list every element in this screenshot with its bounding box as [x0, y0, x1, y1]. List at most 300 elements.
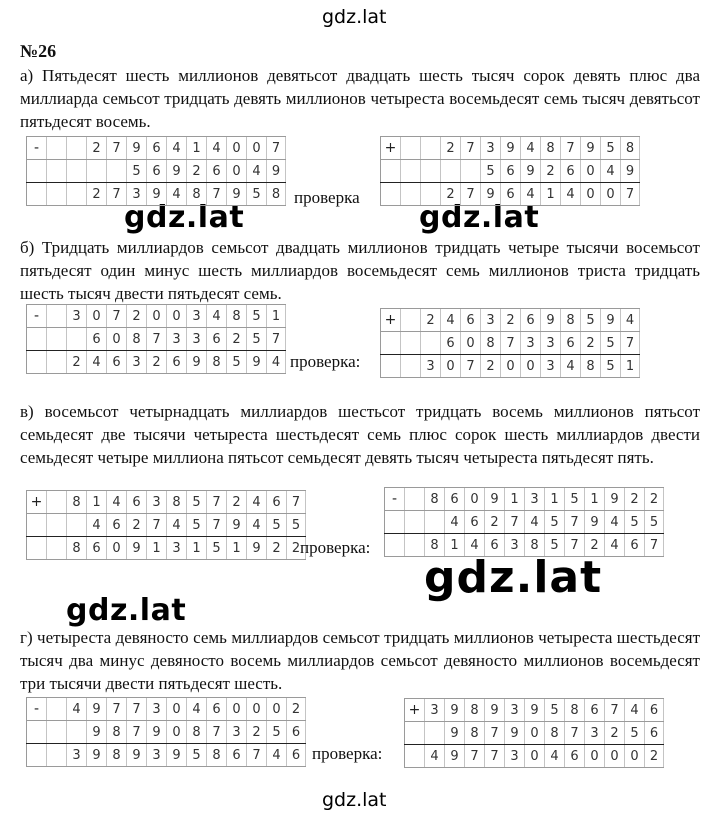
check-label: проверка	[294, 188, 360, 207]
digit-cell: 8	[186, 183, 206, 205]
empty-cell	[46, 514, 66, 536]
digit-cell: 6	[520, 309, 540, 331]
digit-cell: 6	[460, 309, 480, 331]
digit-cell: 6	[206, 160, 226, 182]
digit-cell: 7	[564, 511, 584, 533]
digit-cell: 6	[266, 491, 286, 513]
digit-cell: 2	[644, 745, 664, 767]
digit-cell: 2	[286, 537, 306, 559]
empty-cell	[400, 137, 420, 159]
digit-cell: 1	[504, 488, 524, 510]
digit-cell: 0	[146, 305, 166, 327]
digit-cell: 5	[544, 534, 564, 556]
empty-cell	[66, 721, 86, 743]
digit-cell: 7	[504, 511, 524, 533]
digit-cell: 3	[146, 698, 166, 720]
empty-cell	[404, 745, 424, 767]
digit-cell: 7	[146, 328, 166, 350]
arithmetic-row	[26, 159, 286, 182]
digit-cell: 0	[460, 332, 480, 354]
digit-cell: 0	[440, 355, 460, 377]
empty-cell	[384, 534, 404, 556]
empty-cell	[380, 332, 400, 354]
digit-cell: 0	[106, 328, 126, 350]
check-label: проверка:	[312, 744, 383, 763]
digit-cell: 4	[424, 745, 444, 767]
digit-cell: 8	[540, 137, 560, 159]
digit-cell: 6	[644, 699, 664, 721]
digit-cell: 3	[504, 534, 524, 556]
digit-cell: 8	[226, 305, 246, 327]
digit-cell: 0	[500, 355, 520, 377]
digit-cell: 7	[484, 722, 504, 744]
empty-cell	[46, 160, 66, 182]
arithmetic-row	[380, 354, 640, 378]
digit-cell: 4	[600, 160, 620, 182]
digit-cell: 2	[86, 137, 106, 159]
digit-cell: 7	[106, 137, 126, 159]
digit-cell: 4	[166, 183, 186, 205]
digit-cell: 9	[146, 183, 166, 205]
digit-cell: 3	[424, 699, 444, 721]
digit-cell: 7	[126, 698, 146, 720]
digit-cell: 5	[206, 537, 226, 559]
watermark: gdz.lat	[66, 593, 187, 628]
digit-cell: 6	[166, 351, 186, 373]
empty-cell	[404, 722, 424, 744]
digit-cell: 9	[126, 137, 146, 159]
digit-cell: 6	[86, 328, 106, 350]
digit-cell: 7	[146, 514, 166, 536]
digit-cell: 7	[484, 745, 504, 767]
digit-cell: 3	[540, 332, 560, 354]
digit-cell: 3	[126, 351, 146, 373]
digit-cell: 5	[564, 488, 584, 510]
arithmetic-c-right	[384, 487, 664, 557]
digit-cell: 3	[186, 305, 206, 327]
digit-cell: 5	[600, 332, 620, 354]
check-label: проверка:	[290, 352, 361, 371]
digit-cell: 8	[166, 491, 186, 513]
digit-cell: 4	[524, 511, 544, 533]
arithmetic-row	[384, 510, 664, 533]
digit-cell: 6	[444, 488, 464, 510]
digit-cell: 4	[246, 160, 266, 182]
digit-cell: 2	[440, 183, 460, 205]
digit-cell: 8	[186, 721, 206, 743]
digit-cell: 5	[266, 514, 286, 536]
digit-cell: 8	[464, 699, 484, 721]
digit-cell: 5	[266, 721, 286, 743]
arithmetic-row	[380, 331, 640, 354]
digit-cell: 3	[480, 309, 500, 331]
digit-cell: 9	[584, 511, 604, 533]
digit-cell: 0	[246, 137, 266, 159]
digit-cell: 5	[544, 699, 564, 721]
digit-cell: 9	[126, 744, 146, 766]
arithmetic-row	[26, 743, 306, 767]
digit-cell: 9	[620, 160, 640, 182]
digit-cell: 9	[226, 183, 246, 205]
digit-cell: 5	[644, 511, 664, 533]
empty-cell	[46, 698, 66, 720]
digit-cell: 5	[246, 328, 266, 350]
empty-cell	[460, 160, 480, 182]
digit-cell: 1	[186, 137, 206, 159]
digit-cell: 5	[544, 511, 564, 533]
digit-cell: 7	[206, 721, 226, 743]
digit-cell: 3	[226, 721, 246, 743]
empty-cell	[66, 514, 86, 536]
empty-cell	[26, 160, 46, 182]
digit-cell: 4	[66, 698, 86, 720]
digit-cell: 7	[620, 183, 640, 205]
empty-cell	[46, 351, 66, 373]
watermark-top: gdz.lat	[322, 6, 387, 28]
operator-sign: -	[26, 137, 46, 159]
digit-cell: 9	[484, 699, 504, 721]
digit-cell: 3	[504, 699, 524, 721]
digit-cell: 4	[246, 514, 266, 536]
digit-cell: 3	[166, 328, 186, 350]
digit-cell: 9	[604, 488, 624, 510]
digit-cell: 4	[560, 355, 580, 377]
digit-cell: 3	[584, 722, 604, 744]
digit-cell: 2	[584, 534, 604, 556]
problem-a-text: а) Пятьдесят шесть миллионов девятьсот двадцать шесть тысяч сорок девять плюс два миллиарда семьсот тридцать девять миллионов четыреста восемьдесят семь тысяч девятьсот пятьдесят восемь.	[20, 66, 700, 131]
digit-cell: 3	[420, 355, 440, 377]
digit-cell: 7	[460, 183, 480, 205]
digit-cell: 0	[226, 698, 246, 720]
digit-cell: 9	[580, 137, 600, 159]
digit-cell: 7	[286, 491, 306, 513]
digit-cell: 4	[266, 351, 286, 373]
arithmetic-row	[384, 487, 664, 510]
check-label: проверка:	[300, 538, 371, 557]
digit-cell: 6	[86, 537, 106, 559]
digit-cell: 4	[166, 514, 186, 536]
digit-cell: 7	[500, 332, 520, 354]
digit-cell: 0	[604, 745, 624, 767]
digit-cell: 1	[146, 537, 166, 559]
digit-cell: 0	[246, 698, 266, 720]
digit-cell: 9	[500, 137, 520, 159]
arithmetic-row	[404, 721, 664, 744]
digit-cell: 8	[580, 355, 600, 377]
digit-cell: 9	[126, 537, 146, 559]
empty-cell	[420, 332, 440, 354]
empty-cell	[26, 183, 46, 205]
digit-cell: 8	[206, 351, 226, 373]
empty-cell	[46, 537, 66, 559]
digit-cell: 7	[206, 491, 226, 513]
digit-cell: 5	[186, 744, 206, 766]
empty-cell	[380, 160, 400, 182]
digit-cell: 4	[246, 491, 266, 513]
empty-cell	[26, 744, 46, 766]
digit-cell: 6	[484, 534, 504, 556]
digit-cell: 8	[206, 744, 226, 766]
empty-cell	[404, 511, 424, 533]
digit-cell: 0	[266, 698, 286, 720]
empty-cell	[384, 511, 404, 533]
digit-cell: 9	[146, 721, 166, 743]
digit-cell: 9	[444, 722, 464, 744]
digit-cell: 4	[520, 183, 540, 205]
watermark-bottom: gdz.lat	[322, 789, 387, 811]
digit-cell: 1	[620, 355, 640, 377]
empty-cell	[66, 183, 86, 205]
digit-cell: 7	[564, 722, 584, 744]
digit-cell: 4	[186, 698, 206, 720]
empty-cell	[66, 328, 86, 350]
digit-cell: 0	[520, 355, 540, 377]
digit-cell: 6	[146, 137, 166, 159]
digit-cell: 0	[166, 305, 186, 327]
digit-cell: 0	[226, 160, 246, 182]
arithmetic-row	[380, 308, 640, 331]
digit-cell: 9	[524, 699, 544, 721]
digit-cell: 7	[106, 183, 126, 205]
empty-cell	[400, 160, 420, 182]
digit-cell: 5	[624, 722, 644, 744]
digit-cell: 4	[206, 137, 226, 159]
operator-sign: -	[26, 305, 46, 327]
empty-cell	[26, 328, 46, 350]
digit-cell: 6	[226, 744, 246, 766]
arithmetic-row	[26, 350, 286, 374]
digit-cell: 2	[604, 722, 624, 744]
problem-d-text: г) четыреста девяносто семь миллиардов семьсот тридцать миллионов четыреста шестьдесят тысяч два минус девяносто восемь миллиардов семьсот девяносто миллионов восемьдесят три тысячи двести пятьдесят шесть.	[20, 628, 700, 693]
arithmetic-row	[380, 136, 640, 159]
empty-cell	[106, 160, 126, 182]
digit-cell: 7	[106, 305, 126, 327]
digit-cell: 0	[524, 745, 544, 767]
digit-cell: 6	[564, 745, 584, 767]
digit-cell: 2	[484, 511, 504, 533]
digit-cell: 0	[464, 488, 484, 510]
empty-cell	[46, 721, 66, 743]
digit-cell: 5	[624, 511, 644, 533]
digit-cell: 9	[86, 698, 106, 720]
digit-cell: 4	[206, 305, 226, 327]
digit-cell: 6	[624, 534, 644, 556]
digit-cell: 6	[206, 328, 226, 350]
arithmetic-row	[26, 136, 286, 159]
digit-cell: 5	[286, 514, 306, 536]
digit-cell: 0	[624, 745, 644, 767]
digit-cell: 0	[226, 137, 246, 159]
digit-cell: 6	[500, 160, 520, 182]
digit-cell: 6	[106, 351, 126, 373]
arithmetic-row	[26, 513, 306, 536]
digit-cell: 4	[266, 744, 286, 766]
digit-cell: 0	[166, 698, 186, 720]
digit-cell: 2	[226, 328, 246, 350]
digit-cell: 9	[186, 351, 206, 373]
arithmetic-a-left	[26, 136, 286, 206]
empty-cell	[86, 160, 106, 182]
empty-cell	[46, 305, 66, 327]
digit-cell: 2	[644, 488, 664, 510]
empty-cell	[46, 491, 66, 513]
digit-cell: 9	[246, 351, 266, 373]
digit-cell: 2	[86, 183, 106, 205]
arithmetic-c-left	[26, 490, 306, 560]
digit-cell: 8	[620, 137, 640, 159]
digit-cell: 8	[106, 744, 126, 766]
digit-cell: 3	[66, 305, 86, 327]
arithmetic-row	[26, 304, 286, 327]
arithmetic-b-left	[26, 304, 286, 374]
operator-sign: -	[26, 698, 46, 720]
digit-cell: 6	[286, 744, 306, 766]
digit-cell: 7	[604, 699, 624, 721]
empty-cell	[46, 183, 66, 205]
digit-cell: 9	[226, 514, 246, 536]
digit-cell: 1	[544, 488, 564, 510]
digit-cell: 4	[604, 511, 624, 533]
operator-sign: +	[380, 137, 400, 159]
empty-cell	[380, 355, 400, 377]
digit-cell: 4	[440, 309, 460, 331]
digit-cell: 2	[540, 160, 560, 182]
digit-cell: 7	[644, 534, 664, 556]
digit-cell: 9	[444, 699, 464, 721]
empty-cell	[26, 514, 46, 536]
digit-cell: 7	[564, 534, 584, 556]
digit-cell: 8	[266, 183, 286, 205]
digit-cell: 9	[86, 744, 106, 766]
digit-cell: 0	[600, 183, 620, 205]
operator-sign: +	[404, 699, 424, 721]
digit-cell: 8	[424, 534, 444, 556]
arithmetic-row	[26, 697, 306, 720]
problem-b-text: б) Тридцать миллиардов семьсот двадцать миллионов тридцать четыре тысячи восемьсот пятьдесят один минус шесть миллиардов восемьдесят семь миллионов триста тридцать шесть тысяч двести пятьдесят семь.	[20, 238, 700, 303]
digit-cell: 4	[106, 491, 126, 513]
arithmetic-b-right	[380, 308, 640, 378]
digit-cell: 9	[520, 160, 540, 182]
digit-cell: 4	[444, 511, 464, 533]
empty-cell	[400, 332, 420, 354]
arithmetic-a-right	[380, 136, 640, 206]
empty-cell	[424, 511, 444, 533]
digit-cell: 2	[146, 351, 166, 373]
digit-cell: 9	[540, 309, 560, 331]
digit-cell: 6	[584, 699, 604, 721]
arithmetic-row	[380, 182, 640, 206]
digit-cell: 8	[66, 537, 86, 559]
digit-cell: 5	[600, 355, 620, 377]
empty-cell	[46, 328, 66, 350]
digit-cell: 0	[106, 537, 126, 559]
digit-cell: 0	[524, 722, 544, 744]
arithmetic-row	[404, 698, 664, 721]
digit-cell: 8	[564, 699, 584, 721]
digit-cell: 6	[286, 721, 306, 743]
digit-cell: 4	[86, 514, 106, 536]
digit-cell: 9	[266, 160, 286, 182]
digit-cell: 3	[520, 332, 540, 354]
digit-cell: 4	[624, 699, 644, 721]
empty-cell	[400, 183, 420, 205]
digit-cell: 2	[440, 137, 460, 159]
digit-cell: 0	[584, 745, 604, 767]
digit-cell: 6	[500, 183, 520, 205]
digit-cell: 2	[500, 309, 520, 331]
arithmetic-row	[384, 533, 664, 557]
digit-cell: 2	[480, 355, 500, 377]
digit-cell: 9	[246, 537, 266, 559]
digit-cell: 1	[444, 534, 464, 556]
digit-cell: 7	[560, 137, 580, 159]
empty-cell	[420, 183, 440, 205]
task-number: №26	[20, 41, 57, 61]
empty-cell	[46, 744, 66, 766]
digit-cell: 0	[580, 160, 600, 182]
digit-cell: 2	[624, 488, 644, 510]
problem-c-text: в) восемьсот четырнадцать миллиардов шестьсот тридцать восемь миллионов пятьсот семьдесят две тысячи четыреста шестьдесят семь плюс сорок шесть миллиардов двести семьдесят четыре миллиона пятьсот семьдесят девять тысяч четыреста пятьдесят пять.	[20, 402, 700, 467]
digit-cell: 3	[524, 488, 544, 510]
digit-cell: 6	[126, 491, 146, 513]
digit-cell: 9	[504, 722, 524, 744]
digit-cell: 5	[600, 137, 620, 159]
digit-cell: 7	[126, 721, 146, 743]
empty-cell	[380, 183, 400, 205]
arithmetic-row	[26, 182, 286, 206]
digit-cell: 3	[66, 744, 86, 766]
digit-cell: 5	[480, 160, 500, 182]
digit-cell: 9	[444, 745, 464, 767]
digit-cell: 4	[86, 351, 106, 373]
digit-cell: 3	[540, 355, 560, 377]
digit-cell: 3	[126, 183, 146, 205]
digit-cell: 5	[246, 183, 266, 205]
empty-cell	[26, 721, 46, 743]
digit-cell: 9	[166, 160, 186, 182]
digit-cell: 9	[480, 183, 500, 205]
empty-cell	[400, 355, 420, 377]
digit-cell: 7	[206, 514, 226, 536]
digit-cell: 1	[266, 305, 286, 327]
digit-cell: 2	[286, 698, 306, 720]
arithmetic-row	[26, 720, 306, 743]
empty-cell	[26, 537, 46, 559]
digit-cell: 8	[106, 721, 126, 743]
empty-cell	[420, 160, 440, 182]
operator-sign: +	[380, 309, 400, 331]
digit-cell: 4	[604, 534, 624, 556]
digit-cell: 1	[86, 491, 106, 513]
digit-cell: 2	[126, 305, 146, 327]
arithmetic-d-right	[404, 698, 664, 768]
digit-cell: 4	[464, 534, 484, 556]
empty-cell	[424, 722, 444, 744]
empty-cell	[66, 160, 86, 182]
arithmetic-row	[404, 744, 664, 768]
digit-cell: 2	[266, 537, 286, 559]
digit-cell: 5	[246, 305, 266, 327]
digit-cell: 3	[166, 537, 186, 559]
digit-cell: 8	[66, 491, 86, 513]
digit-cell: 4	[544, 745, 564, 767]
digit-cell: 5	[186, 491, 206, 513]
empty-cell	[26, 351, 46, 373]
digit-cell: 5	[126, 160, 146, 182]
digit-cell: 6	[146, 160, 166, 182]
empty-cell	[400, 309, 420, 331]
watermark: gdz.lat	[124, 200, 245, 235]
